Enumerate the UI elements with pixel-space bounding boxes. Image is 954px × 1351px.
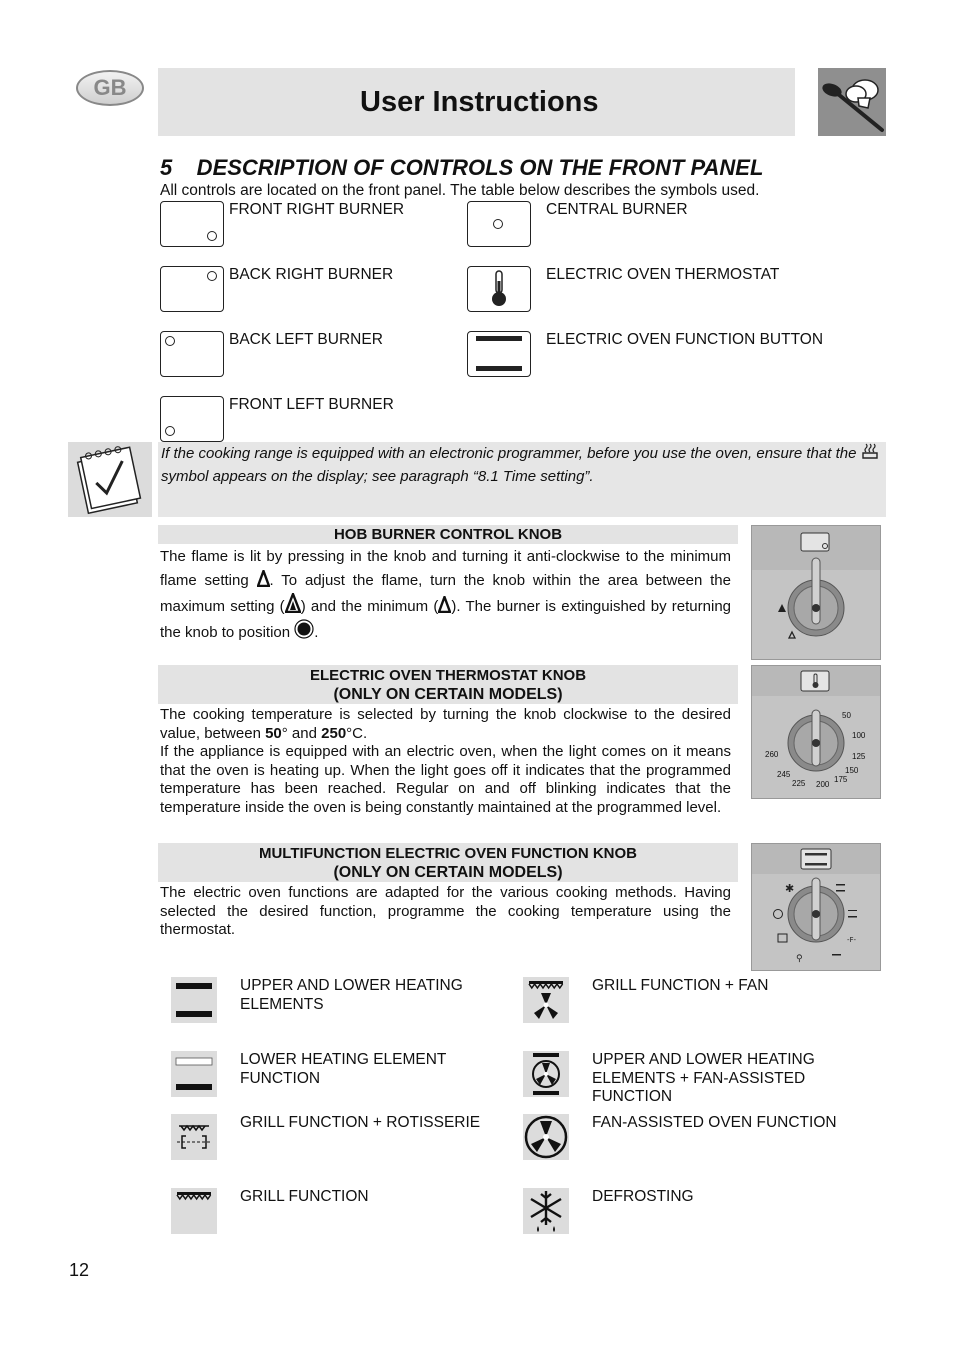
language-badge: GB bbox=[76, 70, 144, 106]
dial-label-150: 150 bbox=[845, 766, 859, 775]
small-flame-icon bbox=[257, 570, 270, 587]
function-label: UPPER AND LOWER HEATING ELEMENTS bbox=[240, 977, 463, 1013]
thermostat-text: °C. bbox=[346, 724, 368, 742]
symbol-label: BACK LEFT BURNER bbox=[229, 331, 383, 348]
thermometer-icon bbox=[467, 266, 531, 312]
page-number: 12 bbox=[69, 1260, 90, 1280]
lower-heating-icon bbox=[171, 1051, 217, 1097]
svg-text:⚲: ⚲ bbox=[796, 954, 803, 964]
thermostat-heading: ELECTRIC OVEN THERMOSTAT KNOB bbox=[309, 667, 587, 684]
dial-label-260: 260 bbox=[765, 750, 779, 759]
page-title: User Instructions bbox=[360, 86, 599, 118]
multifunction-heading: MULTIFUNCTION ELECTRIC OVEN FUNCTION KNOB bbox=[258, 845, 638, 862]
symbol-label: CENTRAL BURNER bbox=[546, 201, 688, 218]
hob-text: ). The burner is extinguished by returning the knob to position bbox=[160, 598, 732, 641]
function-label: GRILL FUNCTION + ROTISSERIE bbox=[240, 1114, 481, 1131]
symbol-label: FRONT RIGHT BURNER bbox=[229, 201, 405, 218]
dial-label-245: 245 bbox=[777, 770, 791, 779]
hob-text: . To adjust the flame, turn the knob within the area between the maximum setting ( bbox=[160, 572, 731, 615]
notepad-check-icon bbox=[68, 442, 152, 517]
symbol-label: BACK RIGHT BURNER bbox=[229, 266, 394, 283]
hob-description bbox=[160, 545, 731, 645]
hob-text: ) and the minimum ( bbox=[300, 598, 439, 615]
function-label: UPPER AND LOWER HEATING ELEMENTS + FAN-ASSISTED FUNCTION bbox=[592, 1051, 815, 1105]
fan-icon bbox=[523, 1114, 569, 1160]
function-label: LOWER HEATING ELEMENT FUNCTION bbox=[240, 1051, 447, 1087]
grill-fan-icon bbox=[523, 977, 569, 1023]
dial-label-200: 200 bbox=[816, 780, 830, 789]
grill-rotisserie-icon bbox=[171, 1114, 217, 1160]
symbol-label: ELECTRIC OVEN FUNCTION BUTTON bbox=[546, 331, 824, 348]
thermostat-text: ° and bbox=[281, 724, 322, 742]
chef-hat-spoon-icon bbox=[818, 68, 886, 136]
dial-label-125: 125 bbox=[852, 752, 866, 761]
hob-knob-illustration bbox=[751, 525, 881, 660]
programmer-pot-icon bbox=[861, 443, 879, 460]
dial-label-50: 50 bbox=[842, 711, 851, 720]
hob-text: The flame is lit by pressing in the knob and turning it anti-clockwise to the minimum flame setting bbox=[160, 548, 731, 589]
svg-text:-F-: -F- bbox=[847, 936, 857, 944]
min-temperature: 50 bbox=[265, 724, 282, 742]
thermostat-paragraph-1 bbox=[160, 706, 731, 743]
thermostat-knob-illustration bbox=[751, 665, 881, 799]
svg-text:✱: ✱ bbox=[785, 882, 795, 895]
programmer-note bbox=[158, 442, 886, 517]
back-right-burner-icon bbox=[160, 266, 224, 312]
front-right-burner-icon bbox=[160, 201, 224, 247]
front-left-burner-icon bbox=[160, 396, 224, 442]
thermostat-subheading: (ONLY ON CERTAIN MODELS) bbox=[333, 686, 563, 703]
dial-label-225: 225 bbox=[792, 779, 806, 788]
function-label: GRILL FUNCTION + FAN bbox=[592, 977, 769, 994]
large-flame-icon bbox=[285, 593, 301, 613]
upper-lower-heating-icon bbox=[171, 977, 217, 1023]
multifunction-description: The electric oven functions are adapted for the various cooking methods. Having selected the desired function, programme the cooking temperature using the thermostat. bbox=[160, 884, 731, 939]
central-burner-icon bbox=[467, 201, 531, 247]
thermostat-text: The cooking temperature is selected by turning the knob clockwise to the desired value, between bbox=[160, 706, 731, 742]
thermostat-heading-bar bbox=[158, 665, 738, 704]
title-bar bbox=[158, 68, 795, 136]
grill-icon bbox=[171, 1188, 217, 1234]
back-left-burner-icon bbox=[160, 331, 224, 377]
section-title: 5 DESCRIPTION OF CONTROLS ON THE FRONT PANEL bbox=[160, 155, 764, 180]
thermostat-description bbox=[160, 706, 731, 818]
function-label: DEFROSTING bbox=[592, 1188, 694, 1205]
multifunction-heading-bar bbox=[158, 843, 738, 882]
dial-label-175: 175 bbox=[834, 775, 848, 784]
note-text-before: If the cooking range is equipped with an electronic programmer, before you use the oven, ensure that the bbox=[161, 445, 861, 462]
thermostat-paragraph-2: If the appliance is equipped with an electric oven, when the light comes on it means that the oven is heating up. When the light goes off it indicates that the programmed temperature has been reached. Regular on and off blinking indicates that the temperature inside the oven is being constantly maintained at the programmed level. bbox=[160, 743, 731, 816]
symbol-label: FRONT LEFT BURNER bbox=[229, 396, 394, 413]
oven-function-icon bbox=[467, 331, 531, 377]
upper-lower-fan-icon bbox=[523, 1051, 569, 1097]
function-label: GRILL FUNCTION bbox=[240, 1188, 369, 1205]
section-intro: All controls are located on the front panel. The table below describes the symbols used. bbox=[160, 182, 760, 199]
defrost-icon bbox=[523, 1188, 569, 1234]
small-flame-icon bbox=[438, 596, 451, 613]
off-position-icon bbox=[294, 619, 314, 639]
symbol-label: ELECTRIC OVEN THERMOSTAT bbox=[546, 266, 780, 283]
hob-text: . bbox=[314, 624, 319, 641]
max-temperature: 250 bbox=[321, 724, 347, 742]
function-label: FAN-ASSISTED OVEN FUNCTION bbox=[592, 1114, 837, 1131]
dial-label-100: 100 bbox=[852, 731, 866, 740]
hob-heading: HOB BURNER CONTROL KNOB bbox=[158, 525, 738, 544]
multifunction-subheading: (ONLY ON CERTAIN MODELS) bbox=[333, 864, 563, 881]
multifunction-knob-illustration bbox=[751, 843, 881, 971]
note-text-after: symbol appears on the display; see paragraph “8.1 Time setting”. bbox=[161, 468, 594, 485]
